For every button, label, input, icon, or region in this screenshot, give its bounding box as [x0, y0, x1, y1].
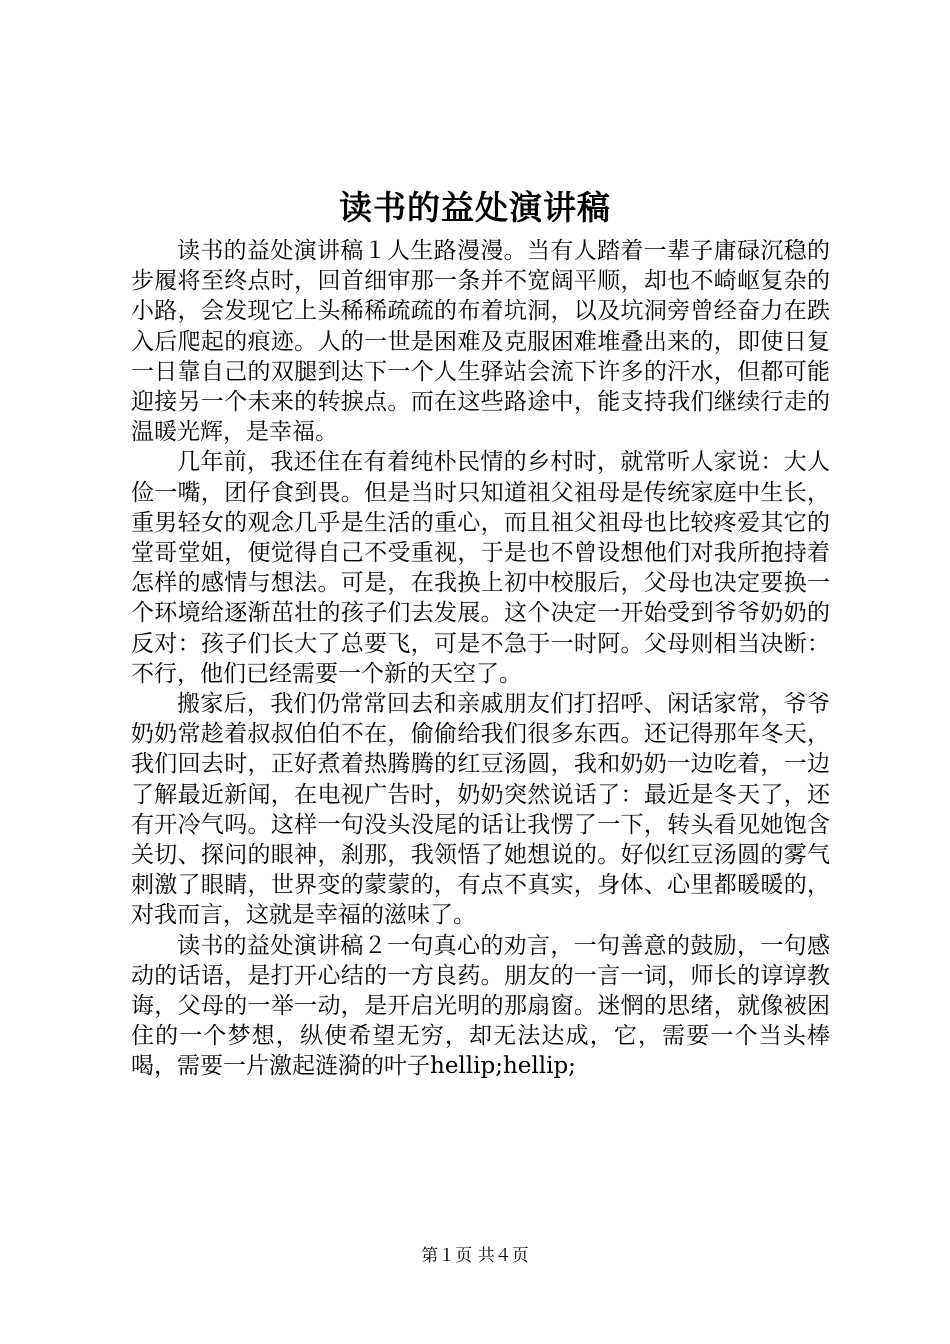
page-footer: 第１页 共４页 [421, 1246, 529, 1266]
document-body [131, 236, 830, 1082]
paragraph-3: 搬家后，我们仍常常回去和亲戚朋友们打招呼、闲话家常，爷爷奶奶常趁着叔叔伯伯不在，偷偷给我们很多东西。还记得那年冬天，我们回去时，正好煮着热腾腾的红豆汤圆，我和奶奶一边吃着，一边了解最近新闻，在电视广告时，奶奶突然说话了：最近是冬天了，还有开冷气吗。这样一句没头没尾的话让我愣了一下，转头看见她饱含关切、探问的眼神，刹那，我领悟了她想说的。好似红豆汤圆的雾气刺激了眼睛，世界变的蒙蒙的，有点不真实，身体、心里都暖暖的，对我而言，这就是幸福的滋味了。 [131, 691, 830, 929]
paragraph-2: 几年前，我还住在有着纯朴民情的乡村时，就常听人家说：大人俭一嘴，团仔食到畏。但是当时只知道祖父祖母是传统家庭中生长，重男轻女的观念几乎是生活的重心，而且祖父祖母也比较疼爱其它的堂哥堂姐，便觉得自己不受重视，于是也不曾设想他们对我所抱持着怎样的感情与想法。可是，在我换上初中校服后，父母也决定要换一个环境给逐渐茁壮的孩子们去发展。这个决定一开始受到爷爷奶奶的反对：孩子们长大了总要飞，可是不急于一时阿。父母则相当决断：不行，他们已经需要一个新的天空了。 [131, 449, 830, 687]
document-title: 读书的益处演讲稿 [339, 188, 611, 227]
paragraph-4: 读书的益处演讲稿２一句真心的劝言，一句善意的鼓励，一句感动的话语，是打开心结的一方良药。朋友的一言一词，师长的谆谆教诲，父母的一举一动，是开启光明的那扇窗。迷惘的思绪，就像被困住的一个梦想，纵使希望无穷，却无法达成，它，需要一个当头棒喝，需要一片激起涟漪的叶子hellip;hellip; [131, 932, 830, 1080]
paragraph-1: 读书的益处演讲稿１人生路漫漫。当有人踏着一辈子庸碌沉稳的步履将至终点时，回首细审那一条并不宽阔平顺，却也不崎岖复杂的小路，会发现它上头稀稀疏疏的布着坑洞，以及坑洞旁曾经奋力在跌入后爬起的痕迹。人的一世是困难及克服困难堆叠出来的，即使日复一日靠自己的双腿到达下一个人生驿站会流下许多的汗水，但都可能迎接另一个未来的转捩点。而在这些路途中，能支持我们继续行走的温暖光辉，是幸福。 [131, 238, 830, 446]
